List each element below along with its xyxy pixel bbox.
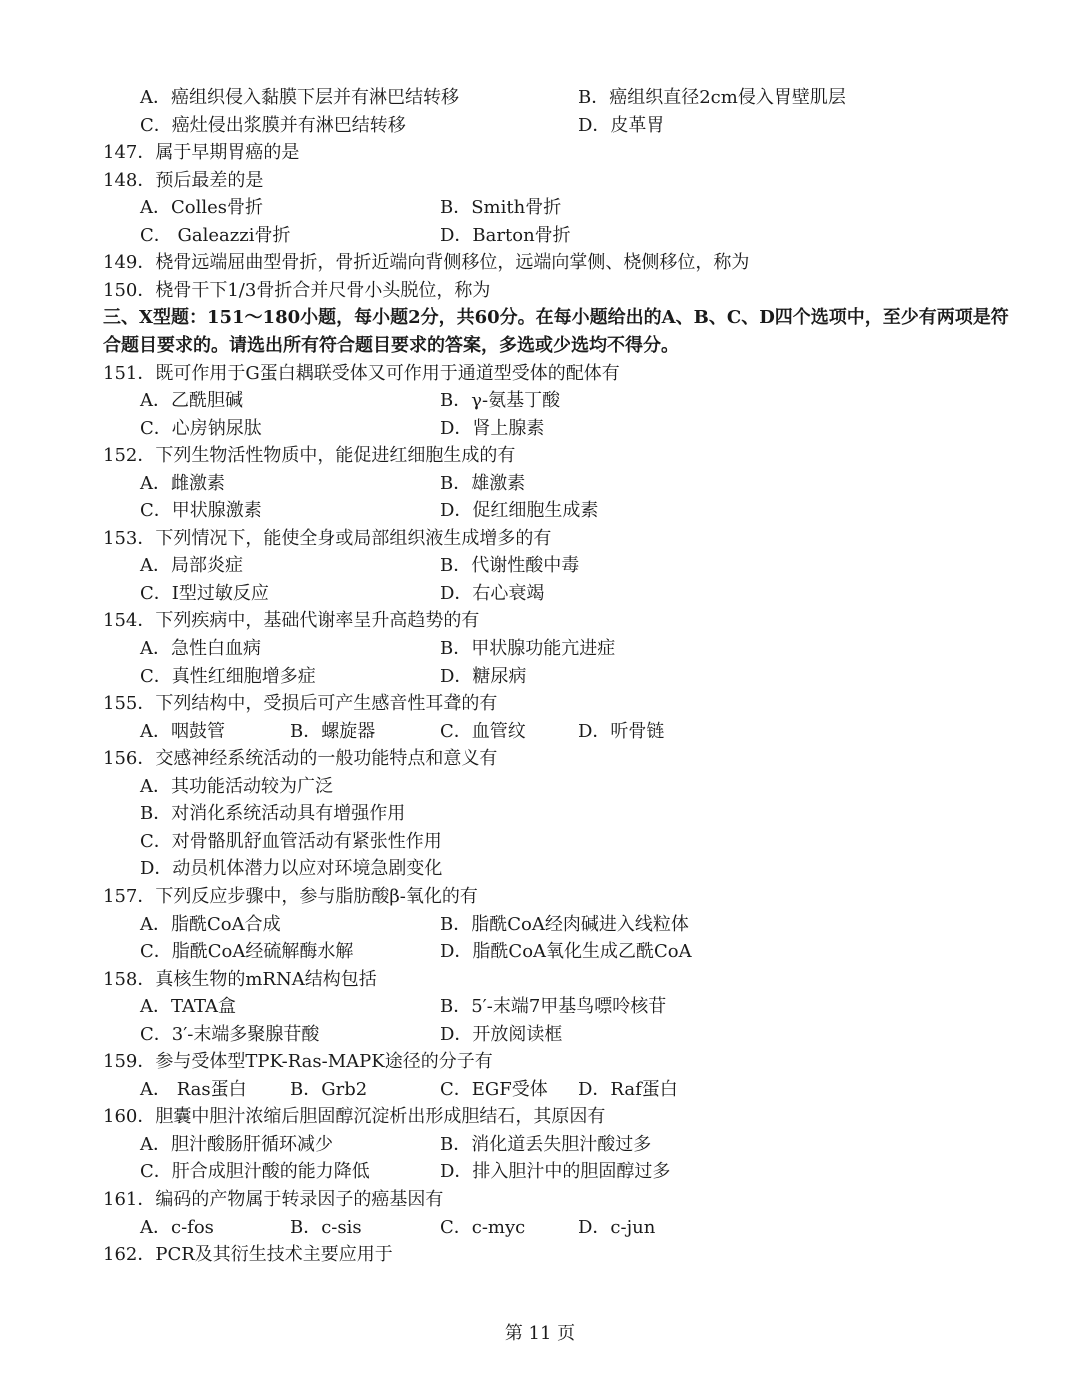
q160-options-ab-item-1: B．消化道丢失胆汁酸过多 xyxy=(440,1133,652,1155)
q152-options-cd-item-1: D．促红细胞生成素 xyxy=(440,500,599,522)
q156-option-b xyxy=(0,800,1080,828)
q153-text: 153．下列情况下，能使全身或局部组织液生成增多的有 xyxy=(103,527,552,549)
q159 xyxy=(0,1048,1080,1076)
q148-options-ab-item-0: A．Colles骨折 xyxy=(140,197,264,219)
q152-options-ab-item-0: A．雌激素 xyxy=(140,472,225,494)
q155-options-item-2: C．血管纹 xyxy=(440,720,526,742)
q152-options-cd xyxy=(0,497,1080,525)
q154-options-ab-item-0: A．急性白血病 xyxy=(140,638,261,659)
q155-options-item-1: B．螺旋器 xyxy=(290,720,376,742)
page-footer: 第 11 页 xyxy=(504,1323,576,1344)
q161-options-item-1: B．c-sis xyxy=(290,1216,362,1238)
q153 xyxy=(0,525,1080,553)
q161-text: 161．编码的产物属于转录因子的癌基因有 xyxy=(103,1189,444,1210)
q146-options-cd xyxy=(0,112,1080,140)
q158-options-cd-item-1: D．开放阅读框 xyxy=(440,1023,563,1045)
q156-option-a-text: A．其功能活动较为广泛 xyxy=(140,775,333,797)
q160-options-ab-item-0: A．胆汁酸肠肝循环减少 xyxy=(140,1133,333,1155)
q161-options-item-3: D．c-jun xyxy=(578,1216,656,1238)
q161-options-item-2: C．c-myc xyxy=(440,1216,526,1238)
q156-option-d xyxy=(0,855,1080,883)
q152-options-cd-item-0: C．甲状腺激素 xyxy=(140,500,262,522)
q148 xyxy=(0,167,1080,195)
q157-options-cd-item-1: D．脂酰CoA氧化生成乙酰CoA xyxy=(440,941,692,963)
q153-options-ab-item-0: A．局部炎症 xyxy=(140,555,243,577)
q148-options-cd-item-0: C． Galeazzi骨折 xyxy=(140,224,291,246)
q146-options-ab-item-1: B．癌组织直径2cm侵入胃壁肌层 xyxy=(578,87,846,108)
q152 xyxy=(0,442,1080,470)
q153-options-cd-item-0: C．Ⅰ型过敏反应 xyxy=(140,582,269,604)
q158-options-ab-item-0: A．TATA盒 xyxy=(140,996,237,1018)
q149 xyxy=(0,249,1080,277)
q154-options-ab xyxy=(0,635,1080,663)
q159-options xyxy=(0,1076,1080,1104)
q158-options-ab xyxy=(0,993,1080,1021)
q159-text: 159．参与受体型TPK-Ras-MAPK途径的分子有 xyxy=(103,1051,493,1073)
q161 xyxy=(0,1186,1080,1214)
q151-options-ab-item-1: B．γ-氨基丁酸 xyxy=(440,390,561,412)
q154-options-cd-item-1: D．糖尿病 xyxy=(440,665,527,687)
q157-options-ab xyxy=(0,911,1080,939)
q158-text: 158．真核生物的mRNA结构包括 xyxy=(103,968,377,990)
q155-options xyxy=(0,718,1080,746)
q153-options-cd xyxy=(0,580,1080,608)
q154-text: 154．下列疾病中，基础代谢率呈升高趋势的有 xyxy=(103,610,480,632)
q153-options-cd-item-1: D．右心衰竭 xyxy=(440,582,545,604)
q160-text: 160．胆囊中胆汁浓缩后胆固醇沉淀析出形成胆结石，其原因有 xyxy=(103,1106,606,1128)
q151-options-ab-item-0: A．乙酰胆碱 xyxy=(140,390,243,412)
q149-text: 149．桡骨远端屈曲型骨折，骨折近端向背侧移位，远端向掌侧、桡侧移位，称为 xyxy=(103,252,750,274)
section-x-line2 xyxy=(0,332,1080,360)
q152-options-ab-item-1: B．雄激素 xyxy=(440,472,526,494)
q155-options-item-3: D．听骨链 xyxy=(578,720,665,742)
q158 xyxy=(0,966,1080,994)
q153-options-ab-item-1: B．代谢性酸中毒 xyxy=(440,555,580,577)
q158-options-cd-item-0: C．3′-末端多聚腺苷酸 xyxy=(140,1023,320,1045)
q156-option-d-text: D．动员机体潜力以应对环境急剧变化 xyxy=(140,858,443,880)
q151-options-cd-item-1: D．肾上腺素 xyxy=(440,417,545,439)
q148-options-ab-item-1: B．Smith骨折 xyxy=(440,197,562,219)
q156-text: 156．交感神经系统活动的一般功能特点和意义有 xyxy=(103,748,498,770)
q152-options-ab xyxy=(0,470,1080,498)
q151-text: 151．既可作用于G蛋白耦联受体又可作用于通道型受体的配体有 xyxy=(103,362,620,384)
q150 xyxy=(0,277,1080,305)
q160-options-cd-item-1: D．排入胆汁中的胆固醇过多 xyxy=(440,1161,671,1183)
q151-options-cd-item-0: C．心房钠尿肽 xyxy=(140,417,262,439)
q152-text: 152．下列生物活性物质中，能促进红细胞生成的有 xyxy=(103,445,516,467)
q146-options-ab xyxy=(0,84,1080,112)
q157-text: 157．下列反应步骤中，参与脂肪酸β-氧化的有 xyxy=(103,885,478,907)
q154-options-cd xyxy=(0,663,1080,691)
q157-options-cd xyxy=(0,938,1080,966)
q159-options-item-1: B．Grb2 xyxy=(290,1078,368,1100)
q160 xyxy=(0,1103,1080,1131)
q162-text: 162．PCR及其衍生技术主要应用于 xyxy=(103,1244,393,1266)
q146-options-ab-item-0: A．癌组织侵入黏膜下层并有淋巴结转移 xyxy=(140,87,459,108)
q151-options-cd xyxy=(0,415,1080,443)
q151 xyxy=(0,360,1080,388)
q155-text: 155．下列结构中，受损后可产生感音性耳聋的有 xyxy=(103,693,498,715)
q159-options-item-0: A． Ras蛋白 xyxy=(140,1078,247,1100)
q161-options xyxy=(0,1214,1080,1242)
q155 xyxy=(0,690,1080,718)
q153-options-ab xyxy=(0,552,1080,580)
q150-text: 150．桡骨干下1/3骨折合并尺骨小头脱位，称为 xyxy=(103,279,491,301)
q159-options-item-3: D．Raf蛋白 xyxy=(578,1078,678,1100)
q160-options-cd xyxy=(0,1158,1080,1186)
q146-options-cd-item-1: D．皮革胃 xyxy=(578,114,665,136)
q158-options-ab-item-1: B．5′-末端7甲基鸟嘌呤核苷 xyxy=(440,996,667,1018)
q156-option-c xyxy=(0,828,1080,856)
q148-options-cd xyxy=(0,222,1080,250)
q156-option-c-text: C．对骨骼肌舒血管活动有紧张性作用 xyxy=(140,830,442,852)
q148-options-cd-item-1: D．Barton骨折 xyxy=(440,224,571,246)
q155-options-item-0: A．咽鼓管 xyxy=(140,720,225,742)
q156-option-b-text: B．对消化系统活动具有增强作用 xyxy=(140,803,406,825)
q158-options-cd xyxy=(0,1021,1080,1049)
q160-options-ab xyxy=(0,1131,1080,1159)
q157-options-ab-item-0: A．脂酰CoA合成 xyxy=(140,913,281,935)
q147 xyxy=(0,139,1080,167)
section-x-line1 xyxy=(0,304,1080,332)
q147-text: 147．属于早期胃癌的是 xyxy=(103,142,300,164)
section-x-line2-text: 合题目要求的。请选出所有符合题目要求的答案，多选或少选均不得分。 xyxy=(103,334,679,356)
q154 xyxy=(0,607,1080,635)
q161-options-item-0: A．c-fos xyxy=(140,1216,214,1238)
q156 xyxy=(0,745,1080,773)
q154-options-ab-item-1: B．甲状腺功能亢进症 xyxy=(440,638,616,659)
q146-options-cd-item-0: C．癌灶侵出浆膜并有淋巴结转移 xyxy=(140,114,406,136)
q159-options-item-2: C．EGF受体 xyxy=(440,1078,548,1100)
q157-options-cd-item-0: C．脂酰CoA经硫解酶水解 xyxy=(140,941,354,963)
section-x-line1-text: 三、X型题：151～180小题，每小题2分，共60分。在每小题给出的A、B、C、D四个选项中，至少有两项是符 xyxy=(103,307,1009,329)
q154-options-cd-item-0: C．真性红细胞增多症 xyxy=(140,665,316,687)
q148-text: 148．预后最差的是 xyxy=(103,169,264,191)
q160-options-cd-item-0: C．肝合成胆汁酸的能力降低 xyxy=(140,1161,370,1183)
q151-options-ab xyxy=(0,387,1080,415)
q157-options-ab-item-1: B．脂酰CoA经肉碱进入线粒体 xyxy=(440,913,689,935)
q148-options-ab xyxy=(0,194,1080,222)
q156-option-a xyxy=(0,773,1080,801)
q162 xyxy=(0,1241,1080,1269)
q157 xyxy=(0,883,1080,911)
